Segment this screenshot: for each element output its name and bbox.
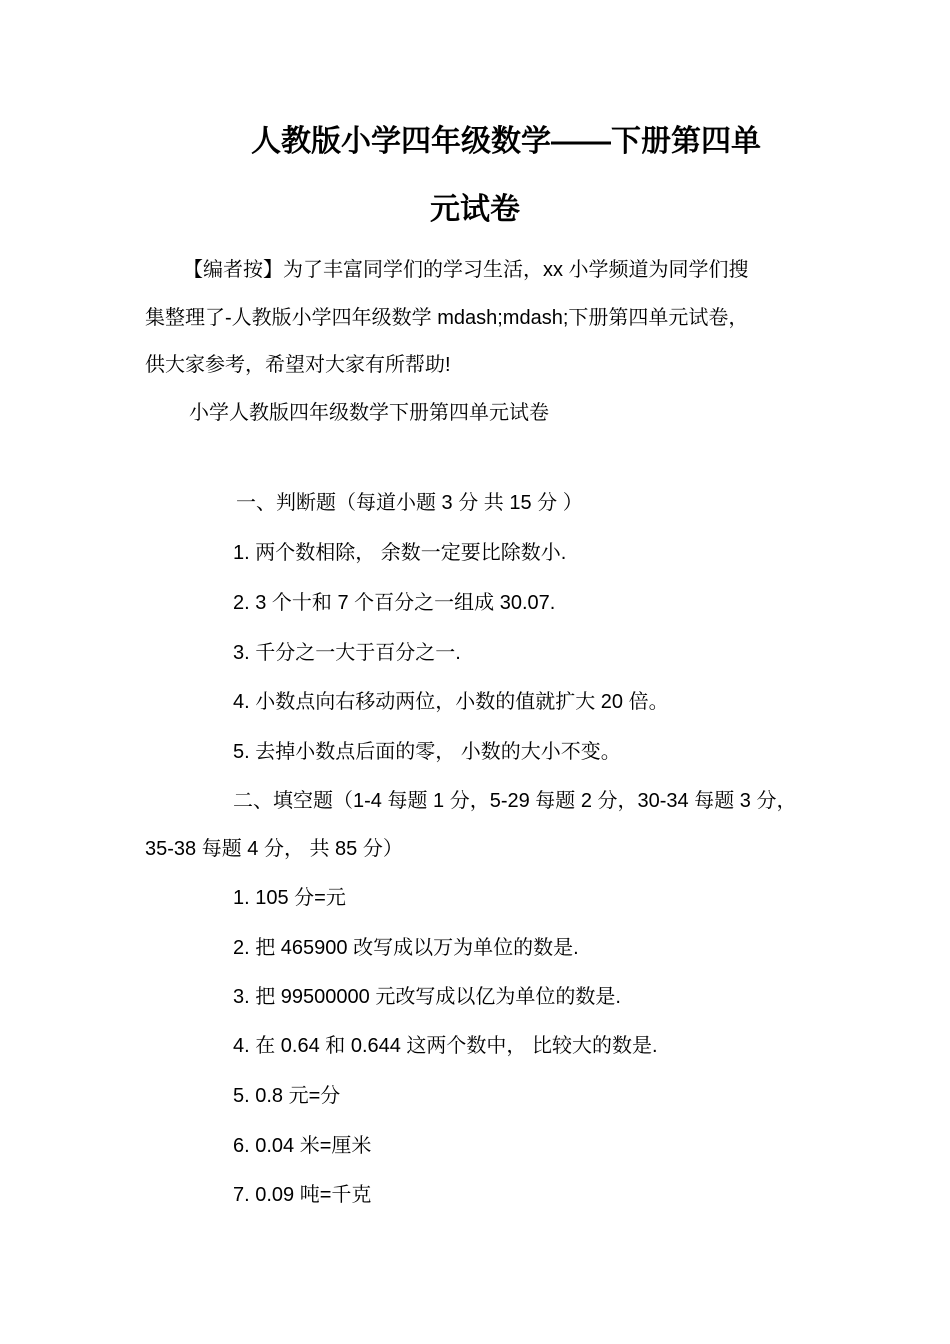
section1-item-2: 2. 3 个十和 7 个百分之一组成 30.07. (233, 592, 556, 614)
section2-heading-line-2: 35-38 每题 4 分， 共 85 分） (145, 838, 403, 860)
section1-item-5: 5. 去掉小数点后面的零， 小数的大小不变。 (233, 741, 621, 763)
section2-item-1: 1. 105 分=元 (233, 887, 346, 909)
section1-item-1: 1. 两个数相除， 余数一定要比除数小. (233, 542, 567, 564)
intro-line-2: 集整理了-人教版小学四年级数学 mdash;mdash;下册第四单元试卷， (145, 307, 749, 329)
section1-heading: 一、判断题（每道小题 3 分 共 15 分 ） (236, 492, 583, 514)
section2-item-2: 2. 把 465900 改写成以万为单位的数是. (233, 937, 579, 959)
section2-heading-line-1: 二、填空题（1-4 每题 1 分，5-29 每题 2 分，30-34 每题 3 分， (233, 790, 797, 812)
intro-line-3: 供大家参考，希望对大家有所帮助! (145, 354, 451, 376)
document-title-line-1: 人教版小学四年级数学——下册第四单 (251, 125, 761, 158)
section1-item-4: 4. 小数点向右移动两位，小数的值就扩大 20 倍。 (233, 691, 669, 713)
section2-item-7: 7. 0.09 吨=千克 (233, 1184, 372, 1206)
document-title-line-2: 元试卷 (430, 193, 520, 226)
intro-line-1: 【编者按】为了丰富同学们的学习生活，xx 小学频道为同学们搜 (183, 259, 749, 281)
section2-item-4: 4. 在 0.64 和 0.644 这两个数中， 比较大的数是. (233, 1035, 658, 1057)
section2-item-5: 5. 0.8 元=分 (233, 1085, 341, 1107)
section2-item-3: 3. 把 99500000 元改写成以亿为单位的数是. (233, 986, 621, 1008)
exam-subtitle: 小学人教版四年级数学下册第四单元试卷 (189, 402, 549, 424)
section1-item-3: 3. 千分之一大于百分之一. (233, 642, 461, 664)
section2-item-6: 6. 0.04 米=厘米 (233, 1135, 372, 1157)
